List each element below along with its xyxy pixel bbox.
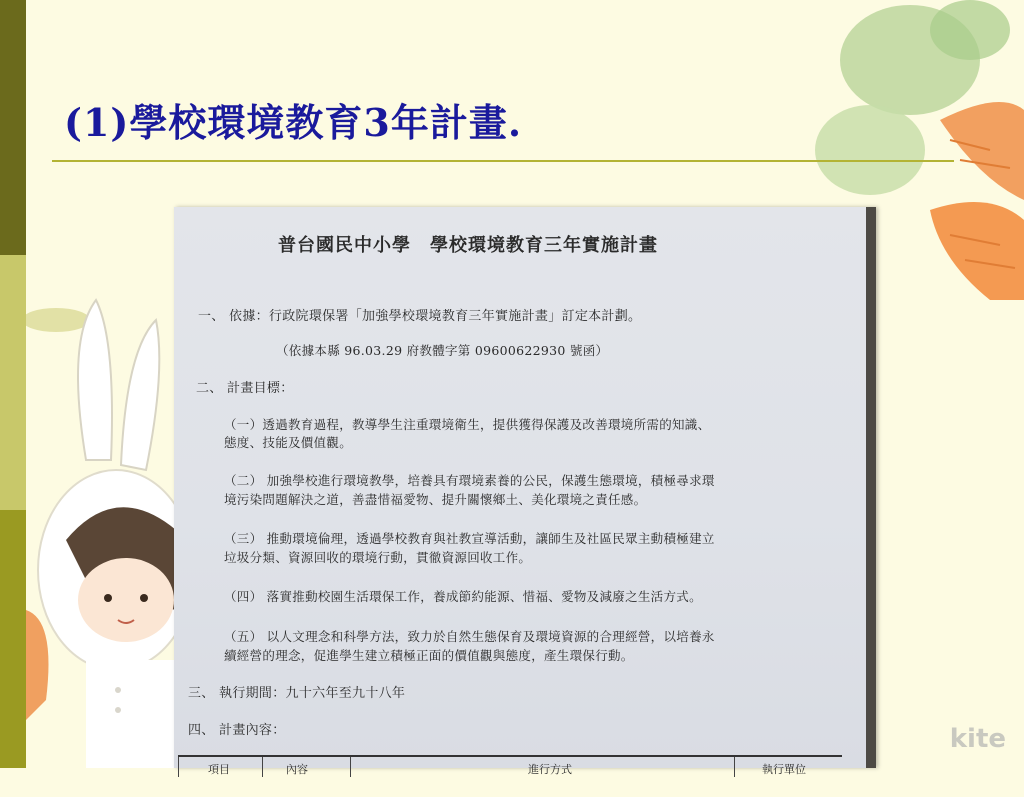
goal2-line1: （二） 加強學校進行環境教學，培養具有環境素養的公民，保護生態環境，積極尋求環 <box>224 473 715 488</box>
goal1-line2: 態度、技能及價值觀。 <box>224 435 353 450</box>
document-shadow-edge <box>866 207 876 768</box>
table-header-unit: 執行單位 <box>762 763 806 776</box>
goal4-line1: （四） 落實推動校園生活環保工作，養成節約能源、惜福、愛物及減廢之生活方式。 <box>224 589 702 604</box>
goal3-line1: （三） 推動環境倫理，透過學校教育與社教宣導活動，讓師生及社區民眾主動積極建立 <box>224 531 715 546</box>
section3-heading: 三、 執行期間：九十六年至九十八年 <box>188 686 406 701</box>
section1-note: （依據本縣 96.03.29 府教體字第 09600622930 號函） <box>276 343 609 358</box>
kite-watermark: kite <box>949 724 1006 754</box>
section2-heading: 二、 計畫目標： <box>196 381 294 396</box>
table-header-content: 內容 <box>286 763 308 776</box>
table-divider <box>262 757 263 777</box>
table-header-method: 進行方式 <box>528 763 572 776</box>
section1-heading: 一、 依據：行政院環保署「加強學校環境教育三年實施計畫」訂定本計劃。 <box>198 309 642 324</box>
table-divider <box>350 757 351 777</box>
goal2-line2: 境污染問題解決之道，善盡惜福愛物、提升關懷鄉土、美化環境之責任感。 <box>224 492 647 507</box>
section4-heading: 四、 計畫內容： <box>188 723 286 738</box>
goal5-line2: 續經營的理念，促進學生建立積極正面的價值觀與態度，產生環保行動。 <box>224 648 634 663</box>
stripe-dark <box>0 0 26 255</box>
plan-content-table <box>178 755 842 797</box>
bunny-illustration <box>26 280 176 768</box>
goal1-line1: （一）透過教育過程，教導學生注重環境衛生，提供獲得保護及改善環境所需的知識、 <box>224 417 711 432</box>
table-header-item: 項目 <box>208 763 230 776</box>
stripe-mid <box>0 510 26 768</box>
document-title: 普台國民中小學 學校環境教育三年實施計畫 <box>278 235 658 256</box>
stripe-light <box>0 255 26 510</box>
slide-title: (1)學校環境教育3年計畫. <box>64 100 523 145</box>
title-divider <box>52 160 954 162</box>
table-border <box>178 757 179 777</box>
goal5-line1: （五） 以人文理念和科學方法，致力於自然生態保育及環境資源的合理經營，以培養永 <box>224 629 715 644</box>
table-divider <box>734 757 735 777</box>
goal3-line2: 垃圾分類、資源回收的環境行動，貫徹資源回收工作。 <box>224 550 532 565</box>
scanned-document <box>174 207 876 776</box>
